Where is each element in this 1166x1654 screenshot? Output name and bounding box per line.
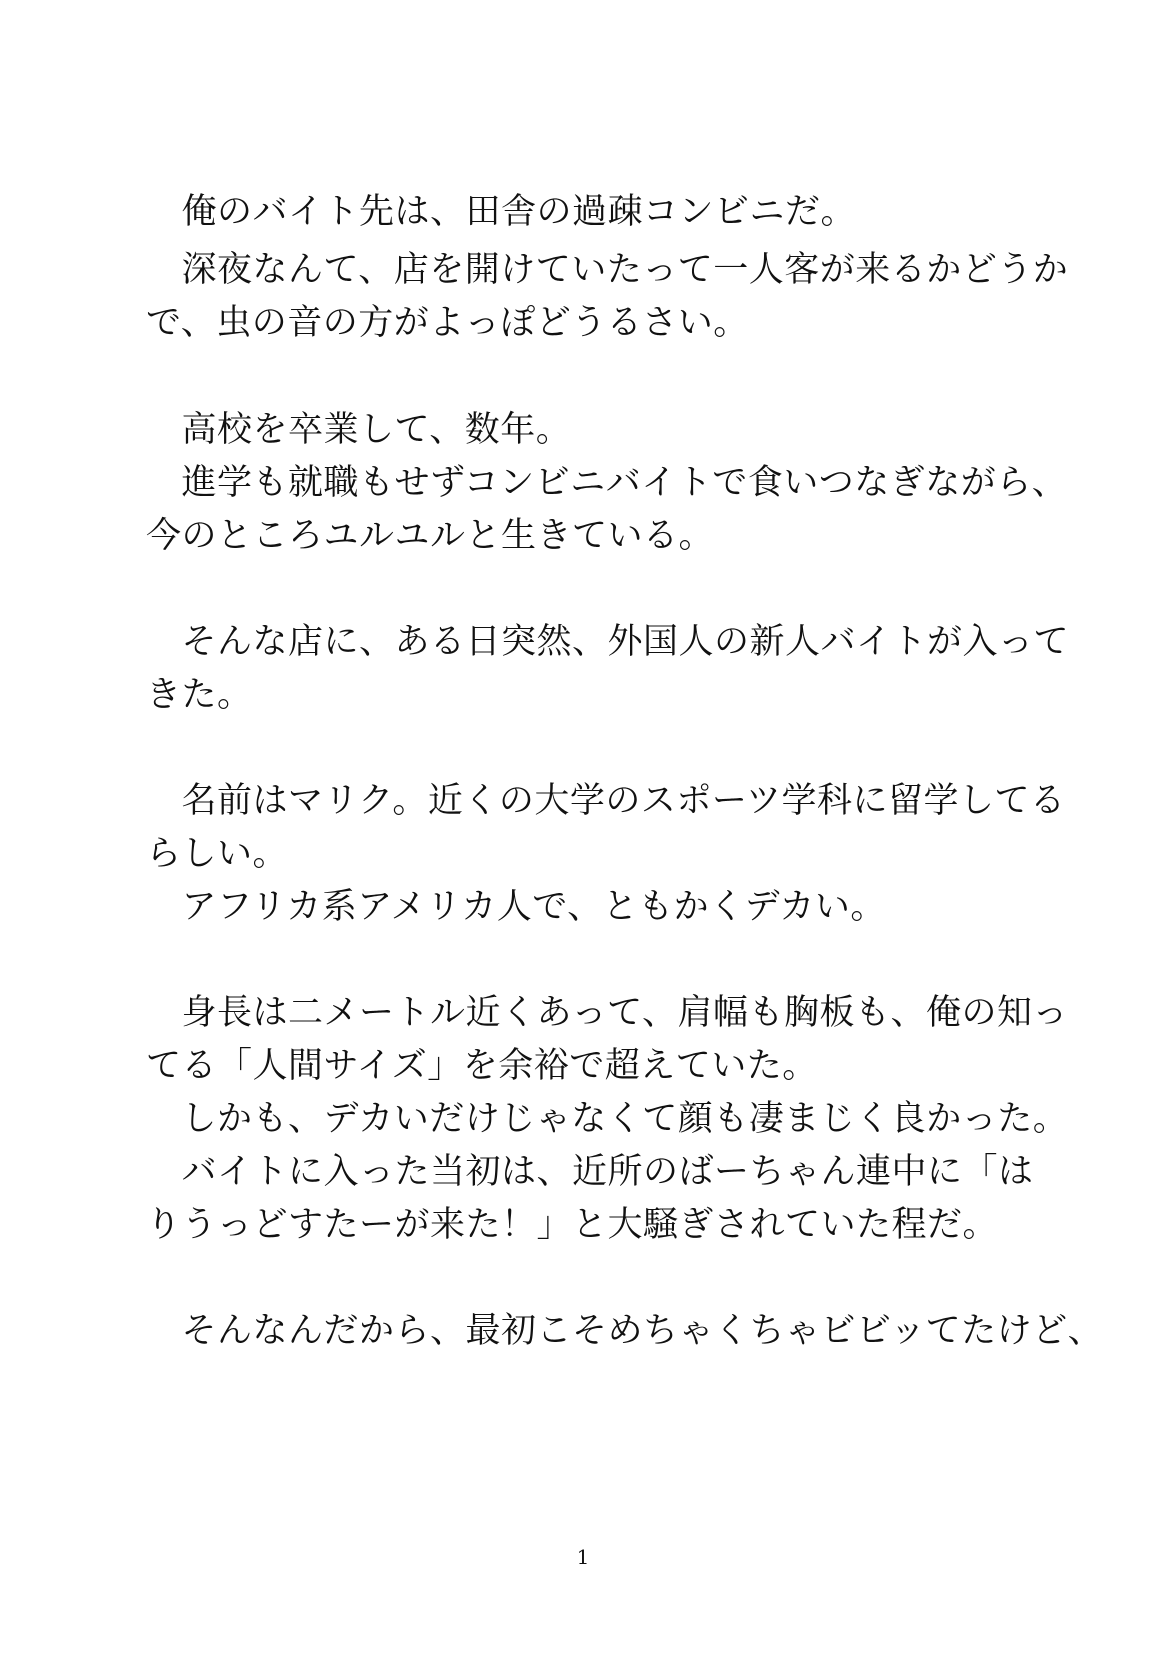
body-line: 高校を卒業して、数年。: [146, 410, 572, 450]
body-line: そんなんだから、最初こそめちゃくちゃビビッてたけど、: [146, 1311, 1104, 1351]
page-number: 1: [576, 1545, 590, 1569]
body-line: てる「人間サイズ」を余裕で超えていた。: [146, 1046, 818, 1086]
body-line: 深夜なんて、店を開けていたって一人客が来るかどうか: [146, 250, 1069, 290]
body-line: きた。: [146, 675, 253, 715]
body-line: らしい。: [146, 834, 289, 874]
body-line: 身長は二メートル近くあって、肩幅も胸板も、俺の知っ: [146, 993, 1068, 1033]
body-line: バイトに入った当初は、近所のばーちゃん連中に「は: [146, 1152, 1034, 1192]
body-line: で、虫の音の方がよっぽどうるさい。: [146, 303, 749, 343]
body-line: アフリカ系アメリカ人で、ともかくデカい。: [146, 887, 886, 927]
body-line: しかも、デカいだけじゃなくて顔も凄まじく良かった。: [146, 1099, 1069, 1139]
body-line: そんな店に、ある日突然、外国人の新人バイトが入って: [146, 622, 1070, 662]
body-line: 進学も就職もせずコンビニバイトで食いつなぎながら、: [146, 463, 1068, 503]
body-line: 俺のバイト先は、田舎の過疎コンビニだ。: [146, 192, 857, 232]
body-line: りうっどすたーが来た！」と大騒ぎされていた程だ。: [146, 1205, 999, 1245]
body-line: 名前はマリク。近くの大学のスポーツ学科に留学してる: [146, 781, 1066, 821]
body-line: 今のところユルユルと生きている。: [146, 516, 715, 556]
